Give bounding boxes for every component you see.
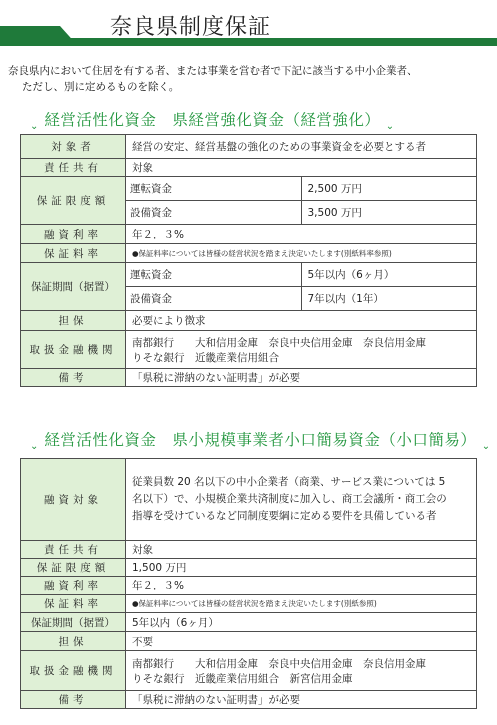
target-value: 経営の安定、経営基盤の強化のための事業資金を必要とする者 (126, 135, 477, 159)
header-arrow (60, 26, 78, 46)
row-header-fee: 保証料率 (21, 244, 126, 263)
row-header-target: 融資対象 (21, 459, 126, 541)
remarks-value: 「県税に滞納のない証明書」が必要 (126, 691, 477, 709)
row-header-banks: 取扱金融機関 (21, 651, 126, 691)
banks-line-2: りそな銀行 近畿産業信用組合 (132, 351, 279, 364)
row-header-period: 保証期間（据置） (21, 263, 126, 311)
intro-text (8, 63, 488, 95)
section2-title-wrap (30, 428, 491, 452)
limit-eq-label: 設備資金 (126, 201, 302, 225)
period-eq-label: 設備資金 (126, 287, 302, 311)
intro-line-1: 奈良県内において住居を有する者、または事業を営む者で下記に該当する中小企業者、 (8, 65, 418, 77)
banks-line-1: 南都銀行 大和信用金庫 奈良中央信用金庫 奈良信用金庫 (132, 657, 426, 670)
rate-value: 年２．３% (126, 225, 477, 244)
row-header-period: 保証期間（据置） (21, 613, 126, 632)
liability-value: 対象 (126, 159, 477, 177)
limit-op-value: 2,500 万円 (301, 177, 477, 201)
period-op-value: 5年以内（6ヶ月） (301, 263, 477, 287)
fee-value: ●保証料率については皆様の経営状況を踏まえ決定いたします(別紙料率参照) (126, 244, 477, 263)
row-header-remarks: 備考 (21, 691, 126, 709)
banks-line-2: りそな銀行 近畿産業信用組合 新宮信用金庫 (132, 672, 353, 685)
page-header (0, 0, 497, 50)
header-block (0, 26, 60, 46)
period-eq-value: 7年以内（1年） (301, 287, 477, 311)
limit-eq-value: 3,500 万円 (301, 201, 477, 225)
section1-table (20, 134, 477, 387)
row-header-limit: 保証限度額 (21, 177, 126, 225)
section1-title-wrap (30, 108, 395, 132)
period-op-label: 運転資金 (126, 263, 302, 287)
target-line-1: 従業員数 20 名以下の中小企業者（商業、サービス業については 5 (132, 476, 446, 488)
banks-line-1: 南都銀行 大和信用金庫 奈良中央信用金庫 奈良信用金庫 (132, 336, 426, 349)
fee-value: ●保証料率については皆様の経営状況を踏まえ決定いたします(別紙参照) (126, 595, 477, 613)
banks-value (126, 331, 477, 369)
collateral-value: 不要 (126, 632, 477, 651)
banks-value (126, 651, 477, 691)
row-header-banks: 取扱金融機関 (21, 331, 126, 369)
row-header-target: 対象者 (21, 135, 126, 159)
page-title: 奈良県制度保証 (110, 15, 272, 40)
liability-value: 対象 (126, 541, 477, 559)
row-header-rate: 融資利率 (21, 577, 126, 595)
rate-value: 年２．３% (126, 577, 477, 595)
remarks-value: 「県税に滞納のない証明書」が必要 (126, 369, 477, 387)
collateral-value: 必要により徴求 (126, 311, 477, 331)
section1-title: 経営活性化資金 県経営強化資金（経営強化） (44, 111, 381, 129)
limit-op-label: 運転資金 (126, 177, 302, 201)
row-header-rate: 融資利率 (21, 225, 126, 244)
section2-table (20, 458, 477, 709)
row-header-collateral: 担保 (21, 311, 126, 331)
target-line-2: 名以下）で、小規模企業共済制度に加入し、商工会議所・商工会の (132, 493, 447, 505)
target-value (126, 459, 477, 541)
row-header-collateral: 担保 (21, 632, 126, 651)
section-mark-icon: ⌄ (481, 441, 491, 452)
period-value: 5年以内（6ヶ月） (126, 613, 477, 632)
section-mark-icon: ⌄ (385, 121, 395, 132)
row-header-liability: 責任共有 (21, 541, 126, 559)
row-header-limit: 保証限度額 (21, 559, 126, 577)
row-header-fee: 保証料率 (21, 595, 126, 613)
intro-line-2: ただし、別に定めるものを除く。 (22, 81, 180, 93)
section-mark-icon: ⌄ (30, 441, 39, 452)
section2-title: 経営活性化資金 県小規模事業者小口簡易資金（小口簡易） (44, 431, 477, 449)
target-line-3: 指導を受けているなど同制度要綱に定める要件を具備している者 (132, 510, 437, 522)
section-mark-icon: ⌄ (30, 121, 39, 132)
row-header-liability: 責任共有 (21, 159, 126, 177)
row-header-remarks: 備考 (21, 369, 126, 387)
limit-value: 1,500 万円 (126, 559, 477, 577)
